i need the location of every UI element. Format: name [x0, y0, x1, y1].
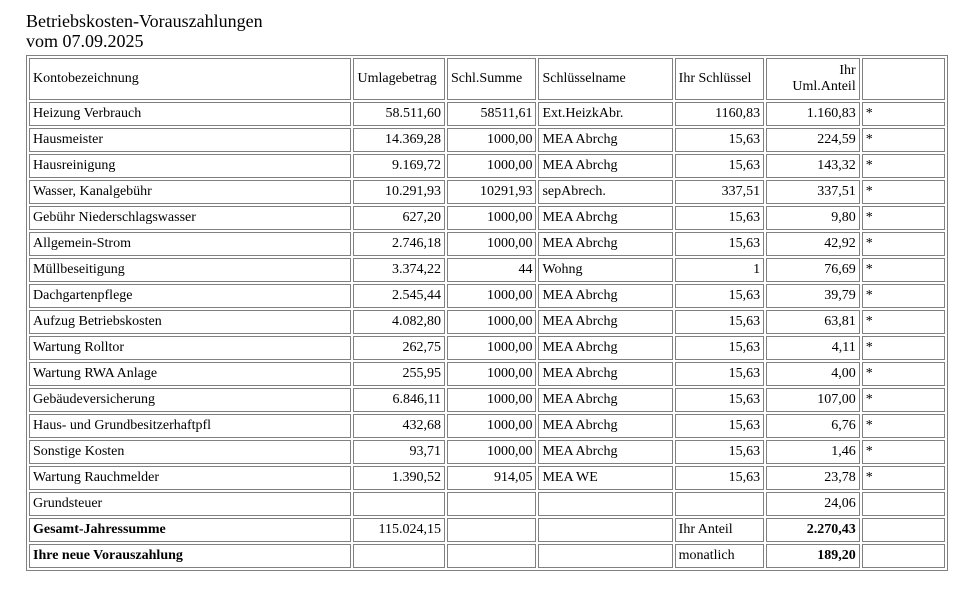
cell-umlage: 9.169,72	[353, 154, 445, 178]
table-row	[29, 440, 945, 464]
empty-cell	[538, 544, 672, 568]
monthly-label: Ihre neue Vorauszahlung	[29, 544, 351, 568]
table-row	[29, 310, 945, 334]
table-header-row	[29, 58, 945, 100]
header-umlage: Umlagebetrag	[353, 58, 445, 100]
cell-schlsumme: 1000,00	[447, 440, 536, 464]
document-date: vom 07.09.2025	[26, 31, 144, 51]
cell-mark: *	[862, 388, 945, 412]
total-row	[29, 518, 945, 542]
cell-mark: *	[862, 180, 945, 204]
cell-mark: *	[862, 232, 945, 256]
table-body	[29, 102, 945, 516]
cell-anteil: 4,11	[766, 336, 860, 360]
cell-konto: Sonstige Kosten	[29, 440, 351, 464]
cell-schlname: MEA Abrchg	[538, 206, 672, 230]
cell-konto: Gebühr Niederschlagswasser	[29, 206, 351, 230]
cell-umlage: 2.746,18	[353, 232, 445, 256]
cell-konto: Hausmeister	[29, 128, 351, 152]
cell-umlage: 4.082,80	[353, 310, 445, 334]
table-row	[29, 336, 945, 360]
cell-schlname: Wohng	[538, 258, 672, 282]
cell-umlage: 6.846,11	[353, 388, 445, 412]
cell-schlname: MEA Abrchg	[538, 232, 672, 256]
header-schlname: Schlüsselname	[538, 58, 672, 100]
cell-anteil: 42,92	[766, 232, 860, 256]
cell-anteil: 337,51	[766, 180, 860, 204]
cell-konto: Aufzug Betriebskosten	[29, 310, 351, 334]
cell-anteil: 23,78	[766, 466, 860, 490]
cell-ihr-schluessel: 337,51	[675, 180, 764, 204]
cell-schlsumme: 1000,00	[447, 362, 536, 386]
cell-schlsumme: 1000,00	[447, 336, 536, 360]
header-anteil-line2: Uml.Anteil	[792, 79, 856, 94]
cell-umlage: 2.545,44	[353, 284, 445, 308]
total-label: Gesamt-Jahressumme	[29, 518, 351, 542]
cell-konto: Wartung Rauchmelder	[29, 466, 351, 490]
cell-konto: Heizung Verbrauch	[29, 102, 351, 126]
cell-ihr-schluessel: 15,63	[675, 414, 764, 438]
cell-schlsumme: 1000,00	[447, 414, 536, 438]
total-umlage: 115.024,15	[353, 518, 445, 542]
monthly-anteil: 189,20	[766, 544, 860, 568]
header-mark	[862, 58, 945, 100]
cell-konto: Gebäudeversicherung	[29, 388, 351, 412]
cell-schlname: MEA Abrchg	[538, 336, 672, 360]
cell-schlname: MEA Abrchg	[538, 388, 672, 412]
header-konto: Kontobezeichnung	[29, 58, 351, 100]
cell-mark: *	[862, 128, 945, 152]
table-row	[29, 102, 945, 126]
header-anteil	[766, 58, 860, 100]
table-row	[29, 258, 945, 282]
cell-konto: Grundsteuer	[29, 492, 351, 516]
cell-umlage: 10.291,93	[353, 180, 445, 204]
cell-ihr-schluessel: 15,63	[675, 284, 764, 308]
cell-mark: *	[862, 284, 945, 308]
cell-schlname: MEA Abrchg	[538, 284, 672, 308]
cell-anteil: 143,32	[766, 154, 860, 178]
cell-anteil: 9,80	[766, 206, 860, 230]
empty-cell	[353, 544, 445, 568]
cell-ihr-schluessel: 15,63	[675, 466, 764, 490]
cell-ihr-schluessel: 15,63	[675, 310, 764, 334]
table-row	[29, 232, 945, 256]
cell-umlage: 1.390,52	[353, 466, 445, 490]
table-row	[29, 180, 945, 204]
cell-ihr-schluessel: 1	[675, 258, 764, 282]
cell-umlage: 432,68	[353, 414, 445, 438]
cell-ihr-schluessel: 15,63	[675, 336, 764, 360]
cell-schlsumme: 1000,00	[447, 206, 536, 230]
empty-cell	[447, 518, 536, 542]
monthly-row	[29, 544, 945, 568]
cell-anteil: 39,79	[766, 284, 860, 308]
cell-konto: Müllbeseitigung	[29, 258, 351, 282]
cell-konto: Wasser, Kanalgebühr	[29, 180, 351, 204]
table-row	[29, 128, 945, 152]
cell-umlage: 93,71	[353, 440, 445, 464]
cell-schlname: Ext.HeizkAbr.	[538, 102, 672, 126]
cell-schlsumme: 1000,00	[447, 128, 536, 152]
cell-umlage: 3.374,22	[353, 258, 445, 282]
header-ihr-schluessel: Ihr Schlüssel	[675, 58, 764, 100]
header-anteil-line1: Ihr	[839, 63, 856, 78]
cell-schlsumme: 1000,00	[447, 310, 536, 334]
table-row	[29, 206, 945, 230]
cell-anteil: 24,06	[766, 492, 860, 516]
cell-anteil: 63,81	[766, 310, 860, 334]
cell-schlsumme: 1000,00	[447, 388, 536, 412]
empty-cell	[538, 518, 672, 542]
cell-konto: Dachgartenpflege	[29, 284, 351, 308]
empty-cell	[862, 544, 945, 568]
cell-umlage: 14.369,28	[353, 128, 445, 152]
cell-mark: *	[862, 206, 945, 230]
cell-schlsumme	[447, 492, 536, 516]
cell-mark: *	[862, 102, 945, 126]
cell-schlsumme: 1000,00	[447, 154, 536, 178]
cell-ihr-schluessel	[675, 492, 764, 516]
cell-anteil: 224,59	[766, 128, 860, 152]
cell-anteil: 6,76	[766, 414, 860, 438]
cell-konto: Wartung Rolltor	[29, 336, 351, 360]
cell-schlname: MEA Abrchg	[538, 128, 672, 152]
cell-konto: Allgemein-Strom	[29, 232, 351, 256]
cell-ihr-schluessel: 15,63	[675, 206, 764, 230]
monthly-anteil-label: monatlich	[675, 544, 764, 568]
cell-umlage: 627,20	[353, 206, 445, 230]
cell-ihr-schluessel: 1160,83	[675, 102, 764, 126]
cell-schlsumme: 58511,61	[447, 102, 536, 126]
total-anteil: 2.270,43	[766, 518, 860, 542]
total-anteil-label: Ihr Anteil	[675, 518, 764, 542]
cell-konto: Hausreinigung	[29, 154, 351, 178]
cell-umlage	[353, 492, 445, 516]
cell-umlage: 255,95	[353, 362, 445, 386]
cell-schlname: MEA Abrchg	[538, 310, 672, 334]
cell-mark: *	[862, 466, 945, 490]
cell-schlsumme: 1000,00	[447, 284, 536, 308]
cost-table	[26, 55, 948, 571]
document-header	[26, 11, 263, 51]
cell-anteil: 4,00	[766, 362, 860, 386]
cell-ihr-schluessel: 15,63	[675, 128, 764, 152]
header-schlsumme: Schl.Summe	[447, 58, 536, 100]
cell-mark: *	[862, 336, 945, 360]
table-footer	[29, 518, 945, 568]
cell-umlage: 262,75	[353, 336, 445, 360]
cell-ihr-schluessel: 15,63	[675, 154, 764, 178]
cell-schlname: MEA WE	[538, 466, 672, 490]
table-row	[29, 284, 945, 308]
cell-mark: *	[862, 258, 945, 282]
cell-anteil: 1,46	[766, 440, 860, 464]
cell-schlname: sepAbrech.	[538, 180, 672, 204]
table-row	[29, 388, 945, 412]
cell-ihr-schluessel: 15,63	[675, 362, 764, 386]
cell-mark	[862, 492, 945, 516]
cell-schlsumme: 10291,93	[447, 180, 536, 204]
empty-cell	[447, 544, 536, 568]
cell-mark: *	[862, 154, 945, 178]
cell-konto: Wartung RWA Anlage	[29, 362, 351, 386]
table-row	[29, 466, 945, 490]
cell-anteil: 76,69	[766, 258, 860, 282]
cell-schlname: MEA Abrchg	[538, 154, 672, 178]
cell-konto: Haus- und Grundbesitzerhaftpfl	[29, 414, 351, 438]
cell-anteil: 107,00	[766, 388, 860, 412]
table-row	[29, 362, 945, 386]
cell-mark: *	[862, 362, 945, 386]
cell-schlname: MEA Abrchg	[538, 414, 672, 438]
table-row	[29, 414, 945, 438]
cell-schlsumme: 914,05	[447, 466, 536, 490]
cell-schlname: MEA Abrchg	[538, 440, 672, 464]
cell-ihr-schluessel: 15,63	[675, 440, 764, 464]
cell-ihr-schluessel: 15,63	[675, 388, 764, 412]
cell-anteil: 1.160,83	[766, 102, 860, 126]
cell-schlsumme: 44	[447, 258, 536, 282]
cell-schlname	[538, 492, 672, 516]
cell-mark: *	[862, 440, 945, 464]
empty-cell	[862, 518, 945, 542]
document-title: Betriebskosten-Vorauszahlungen	[26, 11, 263, 31]
cell-umlage: 58.511,60	[353, 102, 445, 126]
table-row	[29, 492, 945, 516]
table-row	[29, 154, 945, 178]
cell-schlsumme: 1000,00	[447, 232, 536, 256]
cell-schlname: MEA Abrchg	[538, 362, 672, 386]
cell-ihr-schluessel: 15,63	[675, 232, 764, 256]
cell-mark: *	[862, 310, 945, 334]
cell-mark: *	[862, 414, 945, 438]
